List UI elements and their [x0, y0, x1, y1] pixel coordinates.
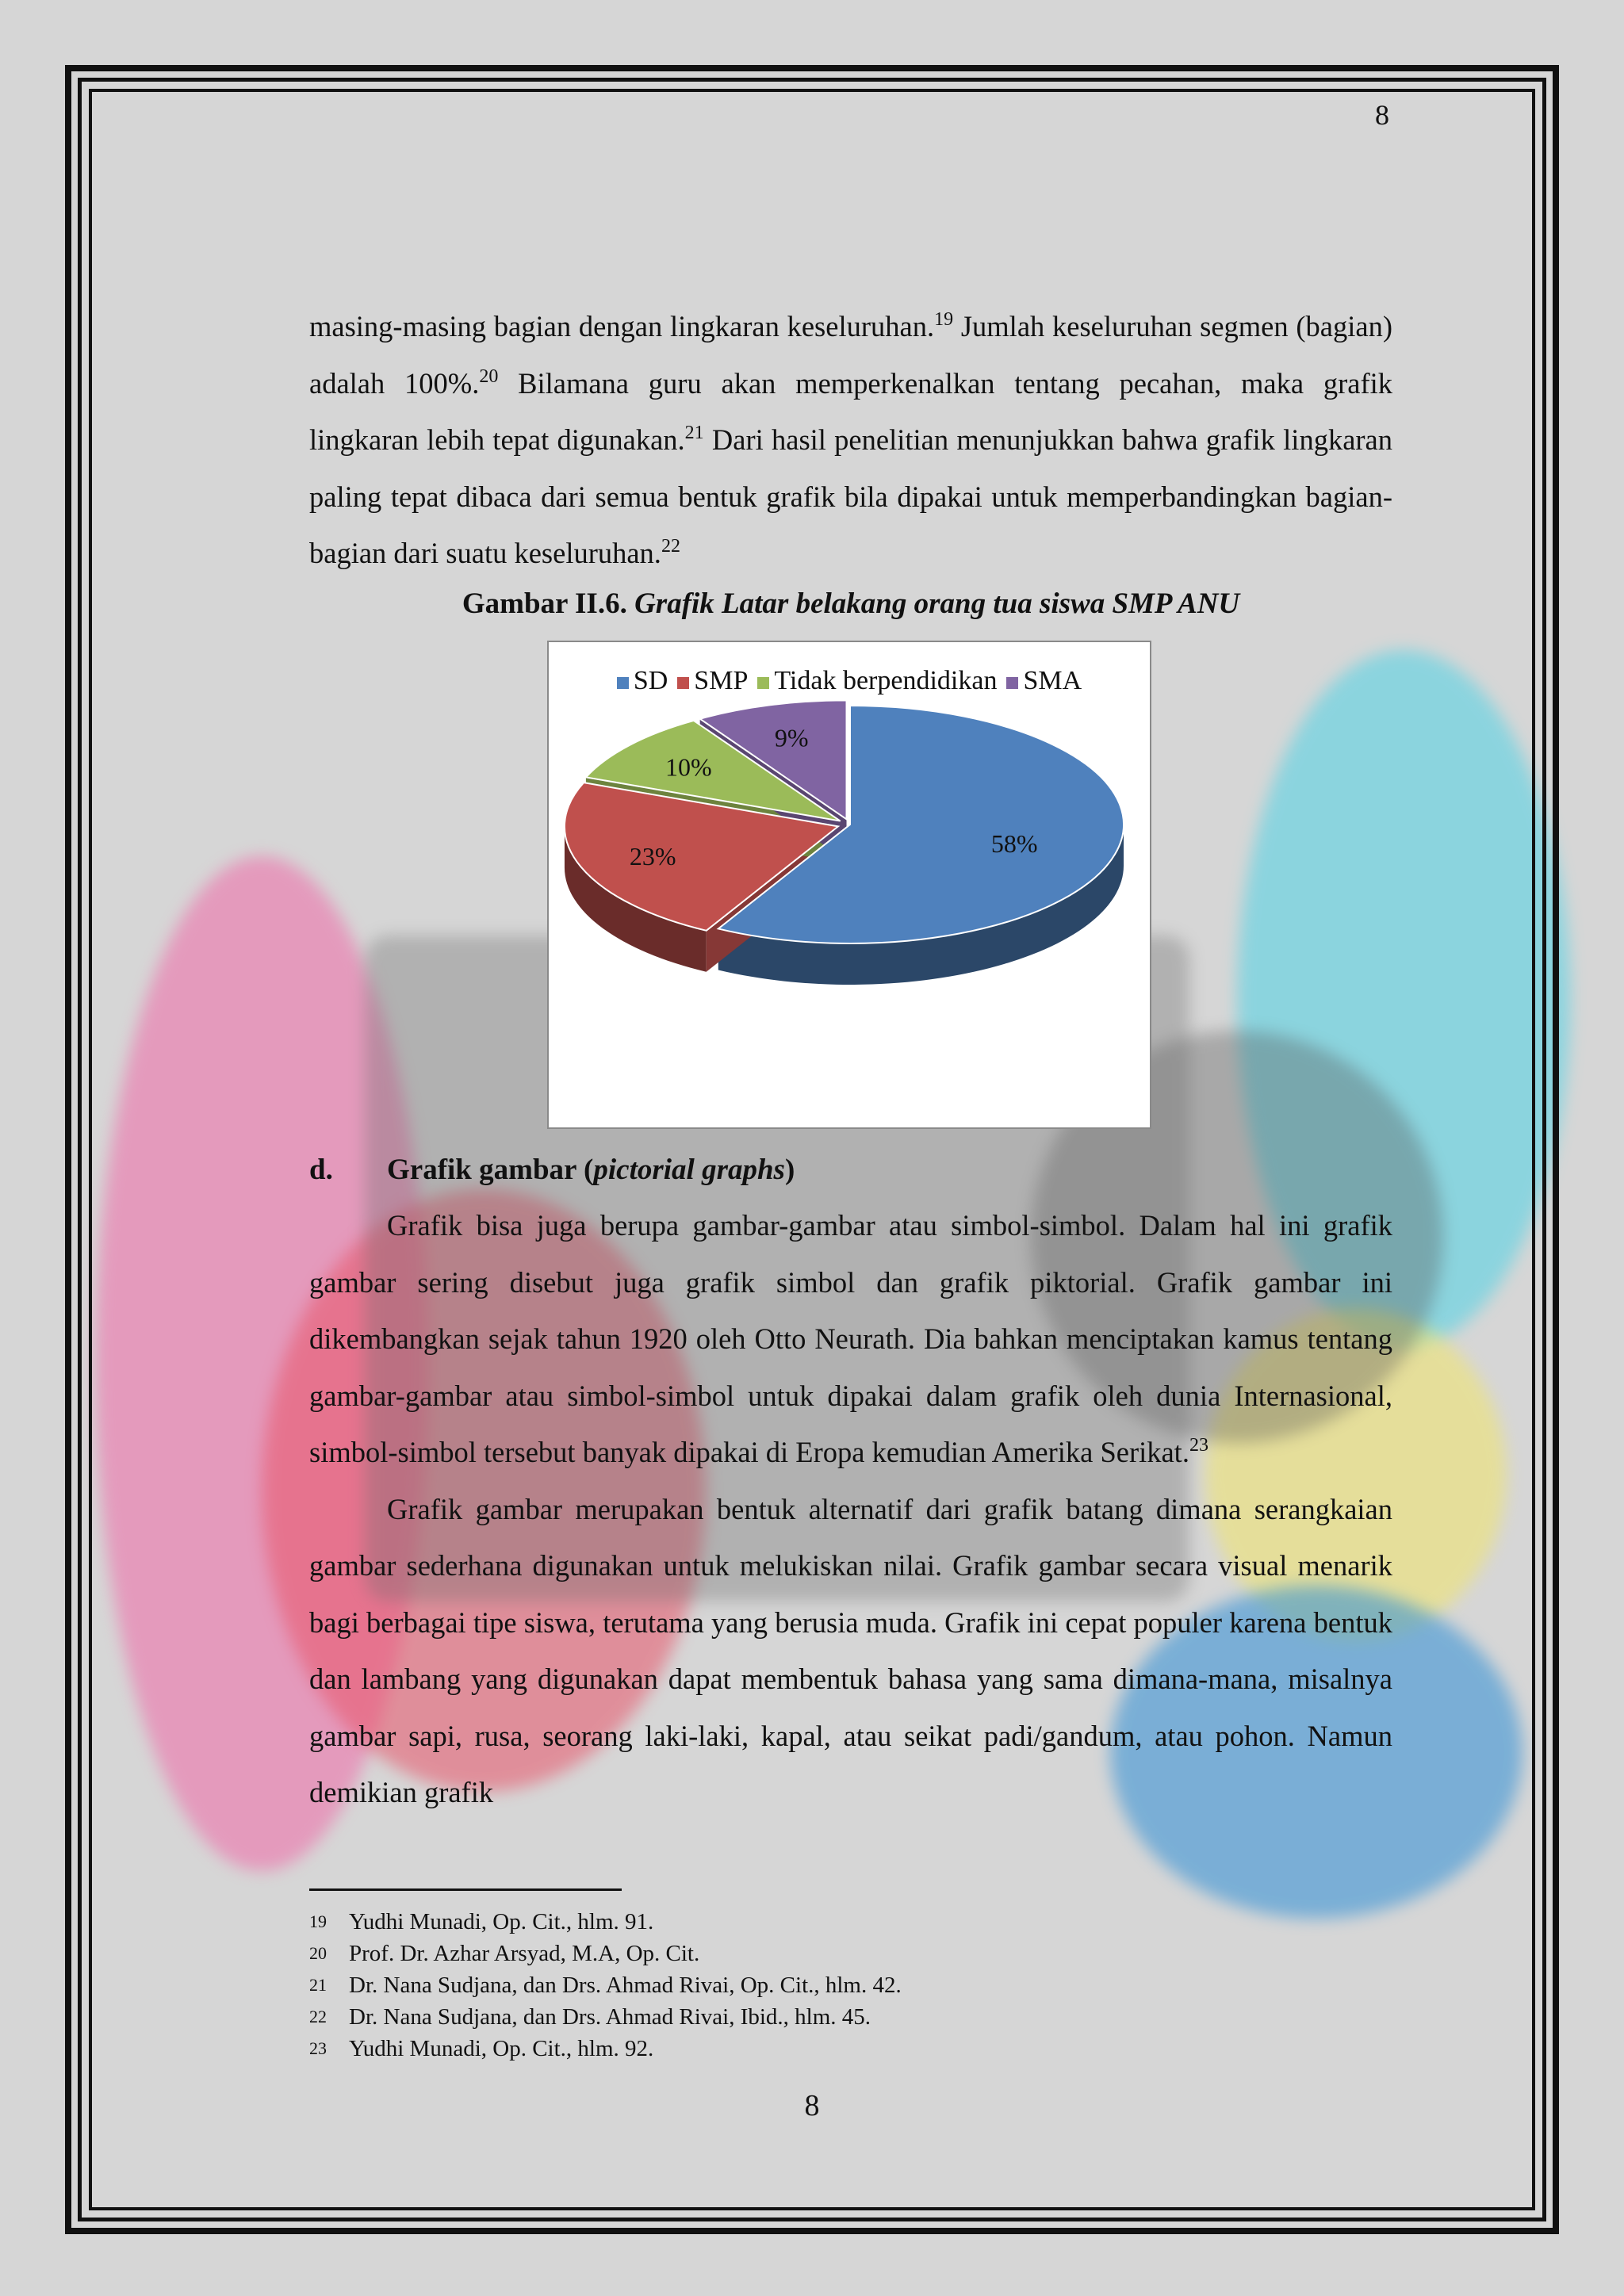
footnote-ref: 19 — [934, 309, 954, 330]
legend-label: SMP — [694, 666, 749, 695]
pie-data-label: 23% — [629, 841, 676, 871]
section-title-open: ( — [576, 1154, 594, 1186]
footnote-number: 20 — [309, 1943, 327, 1963]
footnote — [309, 2033, 902, 2064]
figure-caption — [309, 587, 1392, 621]
paragraph-text: Grafik bisa juga berupa gambar-gambar atau simbol-simbol. Dalam hal ini grafik gambar sering disebut juga grafik simbol dan grafik piktorial. Grafik gambar ini dikembangkan sejak tahun 1920 oleh Otto Neurath. Dia bahkan menciptakan kamus tentang gambar-gambar atau simbol-simbol untuk dipakai dalam grafik oleh dunia Internasional, simbol-simbol tersebut banyak dipakai di Eropa kemudian Amerika Serikat. — [309, 1209, 1392, 1468]
paragraph-text: Dari hasil penelitian menunjukkan bahwa grafik lingkaran paling tepat dibaca dari semua bentuk grafik bila dipakai untuk memperbandingkan bagian-bagian dari suatu keseluruhan. — [309, 423, 1392, 569]
pie-chart — [547, 641, 1151, 1129]
footnote — [309, 2001, 902, 2033]
figure-label: Gambar II.6. — [462, 587, 627, 620]
footnote-number: 23 — [309, 2038, 327, 2058]
footnote-ref: 21 — [684, 423, 704, 443]
legend-label: Tidak berpendidikan — [774, 666, 998, 695]
footnote-text: Prof. Dr. Azhar Arsyad, M.A, Op. Cit. — [349, 1941, 700, 1966]
section-title: Grafik gambar — [387, 1154, 576, 1186]
footnote-ref: 23 — [1189, 1435, 1208, 1456]
footnote-number: 21 — [309, 1975, 327, 1995]
legend-label: SMA — [1023, 666, 1082, 695]
footnote-ref: 22 — [661, 536, 680, 557]
paragraph-text: Jumlah keseluruhan segmen (bagian) adalah 100%. — [309, 310, 1392, 400]
footnote-text: Yudhi Munadi, Op. Cit., hlm. 92. — [349, 2036, 654, 2061]
footnote — [309, 1969, 902, 2001]
section-title-close: ) — [784, 1154, 795, 1186]
page-number-top: 8 — [1375, 99, 1389, 131]
footnote — [309, 1906, 902, 1938]
footnote-number: 19 — [309, 1911, 327, 1931]
footnote — [309, 1938, 902, 1969]
footnotes — [309, 1906, 902, 2064]
paragraph-text: masing-masing bagian dengan lingkaran keseluruhan. — [309, 310, 935, 342]
footnote-text: Dr. Nana Sudjana, dan Drs. Ahmad Rivai, Ibid., hlm. 45. — [349, 2004, 871, 2030]
section-letter: d. — [309, 1154, 333, 1186]
footnote-separator — [309, 1888, 622, 1891]
paragraph-pie-chart — [309, 298, 1392, 582]
pie-chart-svg — [549, 642, 1150, 1127]
pie-data-label: 58% — [990, 829, 1038, 859]
paragraph-text: Bilamana guru akan memperkenalkan tentang pecahan, maka grafik lingkaran lebih tepat digunakan. — [309, 366, 1392, 456]
body-section-d — [309, 1197, 1392, 1821]
figure-title: Grafik Latar belakang orang tua siswa SMP ANU — [634, 587, 1240, 620]
page-number-bottom: 8 — [804, 2089, 820, 2122]
footnote-ref: 20 — [479, 365, 499, 387]
paragraph-2 — [309, 1197, 1392, 1481]
section-title-italic: pictorial graphs — [593, 1154, 785, 1186]
footnote-number: 22 — [309, 2007, 327, 2026]
paragraph-3: Grafik gambar merupakan bentuk alternatif dari grafik batang dimana serangkaian gambar sederhana digunakan untuk melukiskan nilai. Grafik gambar secara visual menarik bagi berbagai tipe siswa, terutama yang berusia muda. Grafik ini cepat populer karena bentuk dan lambang yang digunakan dapat membentuk bahasa yang sama dimana-mana, misalnya gambar sapi, rusa, seorang laki-laki, kapal, atau seikat padi/gandum, atau pohon. Namun demikian grafik — [309, 1492, 1392, 1808]
footnote-text: Dr. Nana Sudjana, dan Drs. Ahmad Rivai, Op. Cit., hlm. 42. — [349, 1973, 902, 1998]
paragraph-1 — [309, 298, 1392, 582]
footnote-text: Yudhi Munadi, Op. Cit., hlm. 91. — [349, 1909, 654, 1934]
legend-label: SD — [633, 666, 668, 695]
section-heading-d — [309, 1153, 795, 1187]
pie-data-label: 9% — [774, 723, 809, 752]
pie-data-label: 10% — [665, 752, 712, 782]
